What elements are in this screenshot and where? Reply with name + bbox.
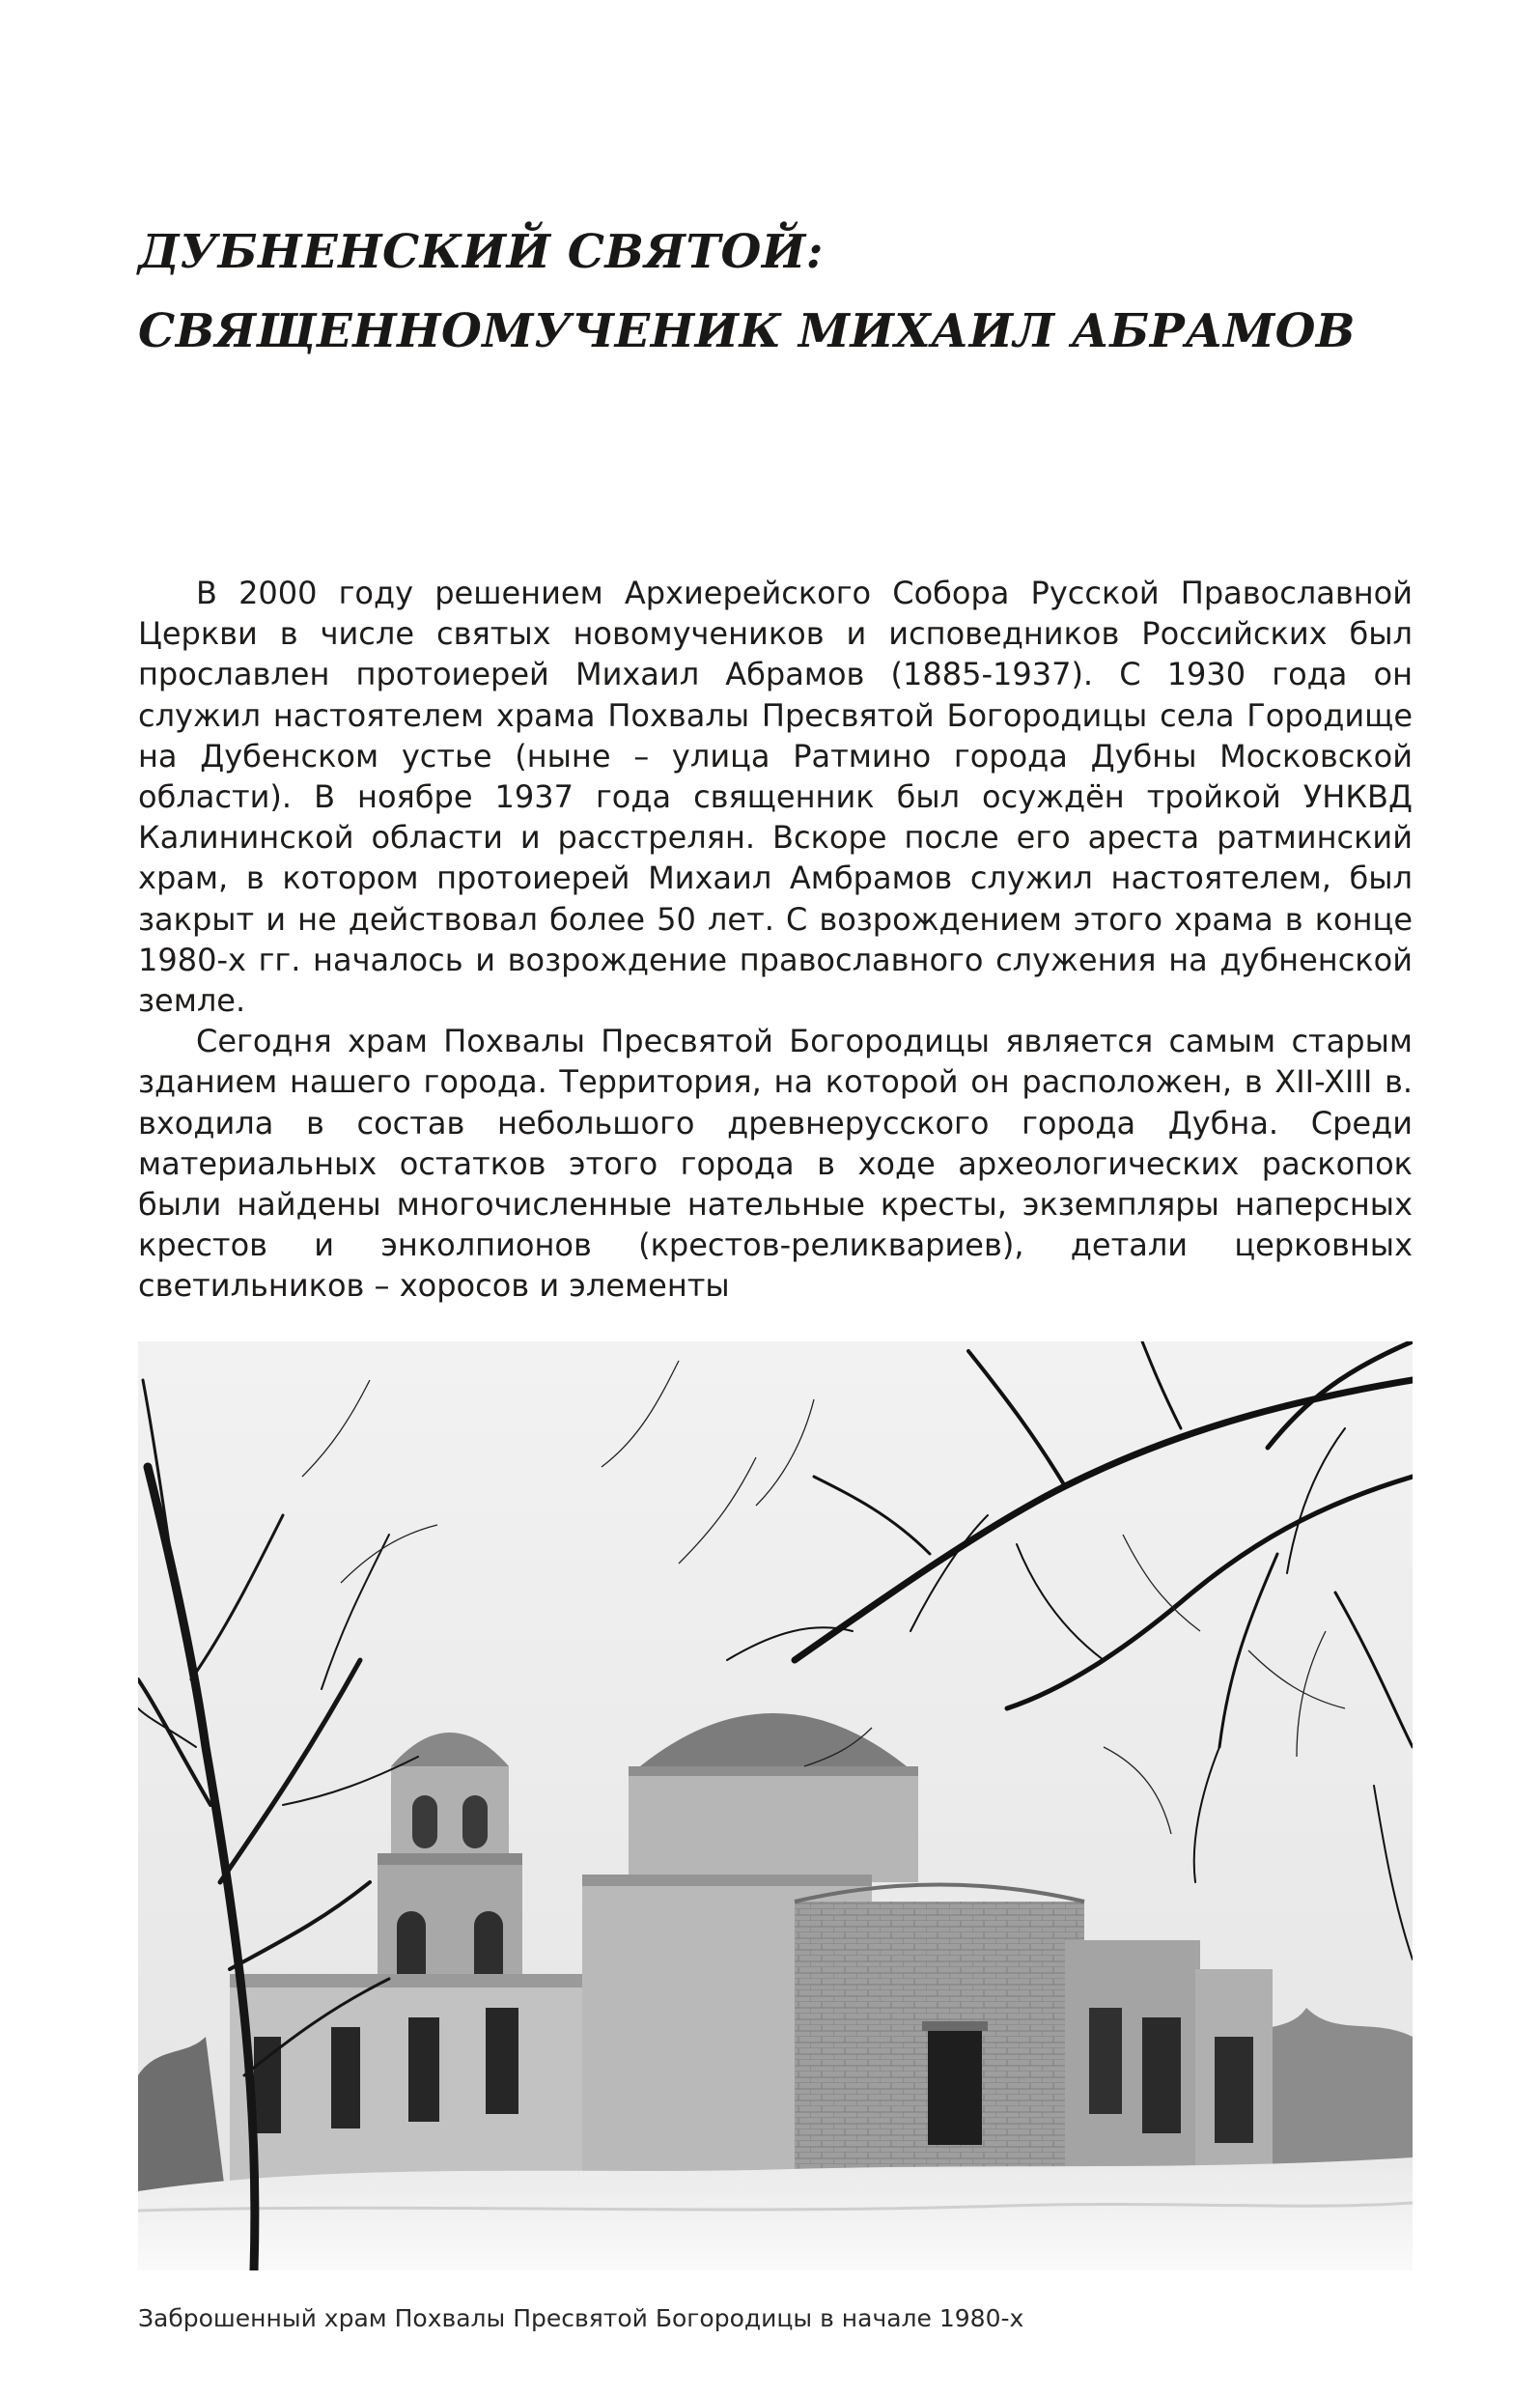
paragraph-1: В 2000 году решением Архиерейского Собора Русской Православной Церкви в числе святых новомучеников и исповедников Российских был прославлен протоиерей Михаил Абрамов (1885-1937). С 1930 года он служил настоятелем храма Похвалы Пресвятой Богородицы села Городище на Дубенском устье (ныне – улица Ратмино города Дубны Московской области). В ноябре 1937 года священник был осуждён тройкой УНКВД Калининской области и расстрелян. Вскоре после его ареста ратминский храм, в котором протоиерей Михаил Амбрамов служил настоятелем, был закрыт и не действовал более 50 лет. С возрождением этого храма в конце 1980-х гг. началось и возрождение православного служения на дубненской земле. [138, 575, 1413, 1020]
chapter-title-line-1: ДУБНЕНСКИЙ СВЯТОЙ: [138, 225, 824, 279]
chapter-title-line-2: СВЯЩЕННОМУЧЕНИК МИХАИЛ АБРАМОВ [138, 304, 1356, 358]
figure-caption: Заброшенный храм Похвалы Пресвятой Богородицы в начале 1980-х [138, 2304, 1024, 2332]
church-photo [138, 1341, 1413, 2270]
body-text [138, 573, 1413, 1307]
paragraph-2: Сегодня храм Похвалы Пресвятой Богородицы является самым старым зданием нашего города. Территория, на которой он расположен, в XII-XIII в. входила в состав небольшого древнерусского города Дубна. Среди материальных остатков этого города в ходе археологических раскопок были найдены многочисленные нательные кресты, экземпляры наперсных крестов и энколпионов (крестов-реликвариев), детали церковных светильников – хоросов и элементы [138, 1023, 1413, 1305]
chapter-title [138, 212, 1413, 371]
